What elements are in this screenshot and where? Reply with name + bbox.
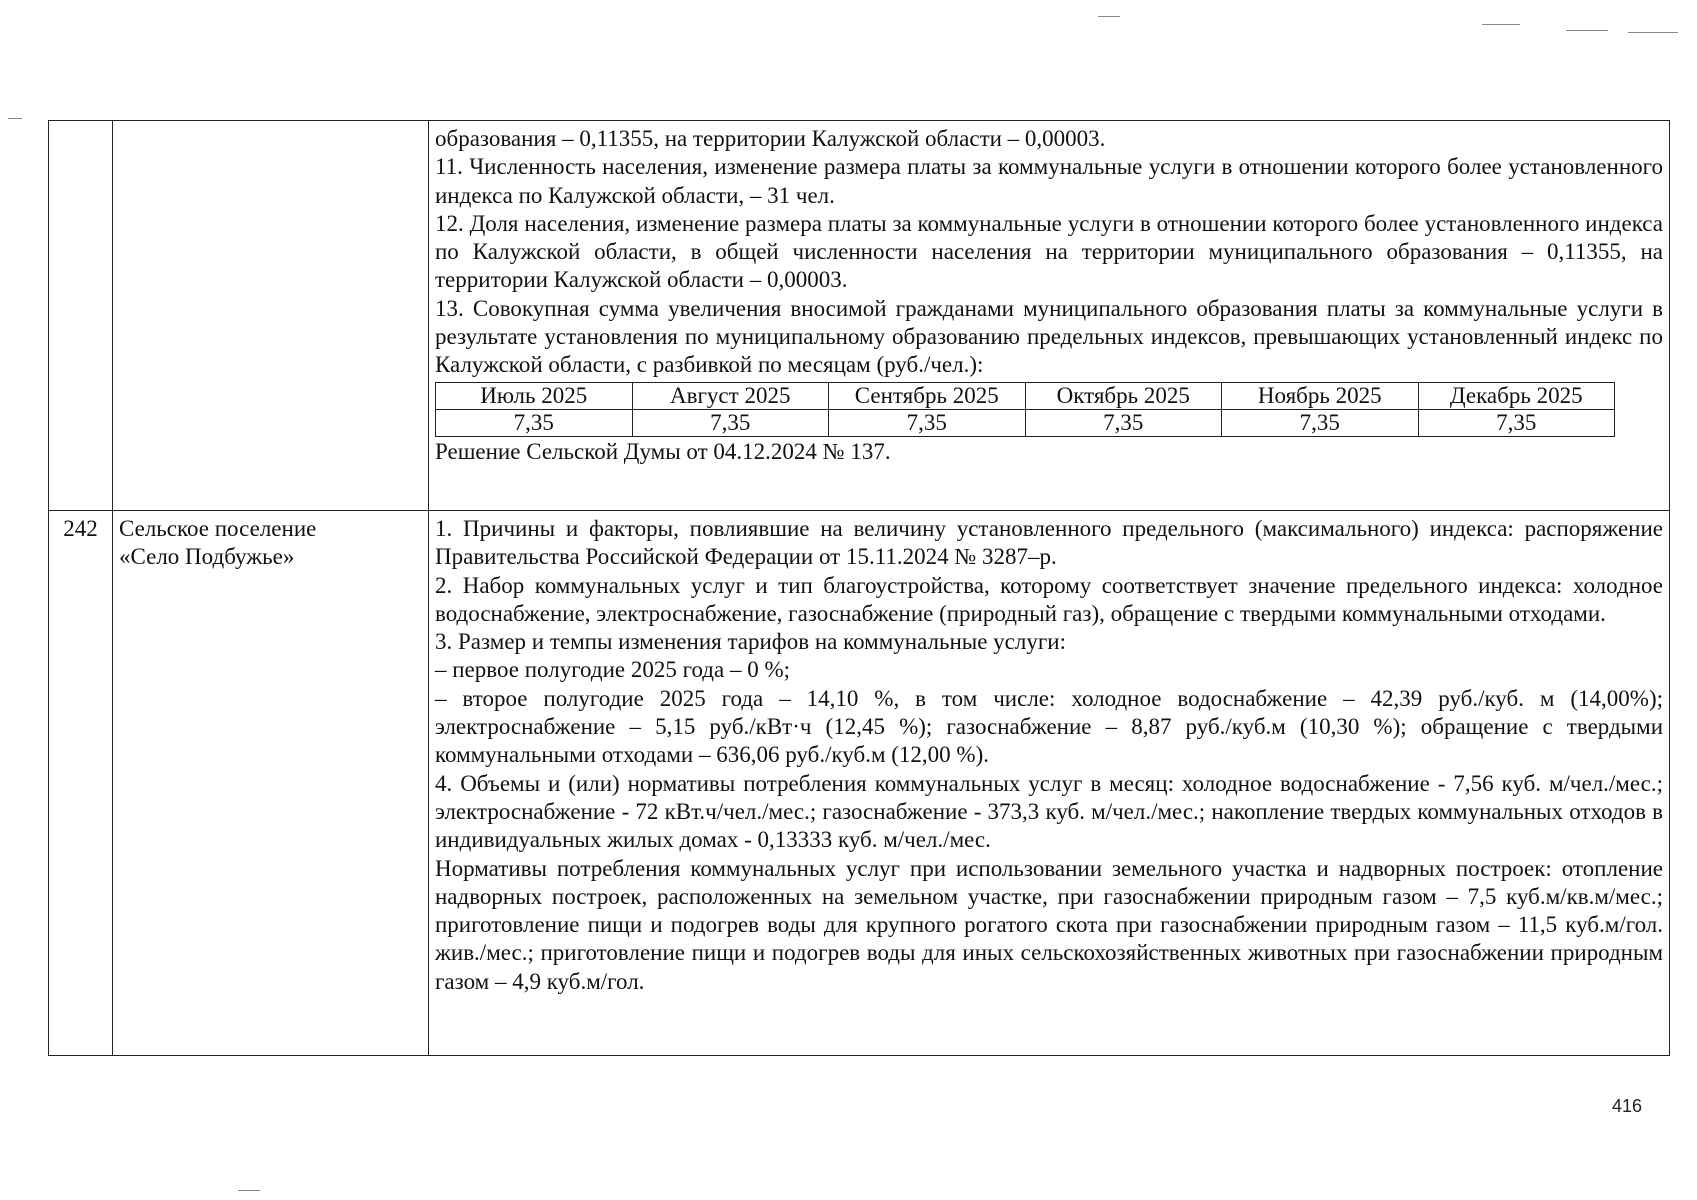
indicators-cell	[429, 121, 1670, 511]
paragraph: 3. Размер и темпы изменения тарифов на коммунальные услуги:	[435, 629, 1066, 655]
table-row	[49, 121, 1670, 511]
month-header-row	[436, 382, 1615, 409]
municipality-type: Сельское поселение	[119, 516, 317, 541]
table-row	[49, 511, 1670, 1056]
month-value: 7,35	[829, 409, 1026, 436]
row-number-cell	[49, 121, 113, 511]
month-header: Июль 2025	[436, 382, 633, 409]
scan-mark	[8, 118, 22, 119]
paragraph: 4. Объемы и (или) нормативы потребления коммунальных услуг в месяц: холодное водоснабжение - 7,56 куб. м/чел./мес.; электроснабжение - 72 кВт.ч/чел./мес.; газоснабжение - 373,3 куб. м/чел./мес.; накопление твердых коммунальных отходов в индивидуальных жилых домах - 0,13333 куб. м/чел./мес.	[435, 770, 1663, 853]
scan-mark	[238, 1190, 260, 1191]
month-value: 7,35	[1222, 409, 1419, 436]
month-header: Ноябрь 2025	[1222, 382, 1419, 409]
month-value: 7,35	[632, 409, 829, 436]
monthly-increase-table	[435, 382, 1615, 437]
month-header: Октябрь 2025	[1025, 382, 1222, 409]
month-header: Сентябрь 2025	[829, 382, 1026, 409]
municipality-name: «Село Подбужье»	[119, 544, 295, 570]
row-number-cell: 242	[49, 511, 113, 1056]
decision-reference: Решение Сельской Думы от 04.12.2024 № 137.	[435, 438, 891, 464]
month-value-row	[436, 409, 1615, 436]
paragraph: 12. Доля населения, изменение размера платы за коммунальные услуги в отношении которого более установленного индекса по Калужской области, в общей численности населения на территории муниципального образования – 0,11355, на территории Калужской области – 0,00003.	[435, 210, 1663, 293]
month-header: Август 2025	[632, 382, 829, 409]
month-header: Декабрь 2025	[1418, 382, 1615, 409]
scan-mark	[1628, 32, 1678, 33]
paragraph: 1. Причины и факторы, повлиявшие на величину установленного предельного (максимального) индекса: распоряжение Правительства Российской Федерации от 15.11.2024 № 3287–р.	[435, 516, 1663, 570]
paragraph: 13. Совокупная сумма увеличения вносимой гражданами муниципального образования платы за коммунальные услуги в результате установления по муниципальному образованию предельных индексов, превышающих установленный индекс по Калужской области, с разбивкой по месяцам (руб./чел.):	[435, 295, 1663, 378]
paragraph: образования – 0,11355, на территории Калужской области – 0,00003.	[435, 126, 1106, 151]
municipality-name-cell	[113, 121, 429, 511]
month-value: 7,35	[1025, 409, 1222, 436]
month-value: 7,35	[1418, 409, 1615, 436]
municipality-name-cell	[113, 511, 429, 1056]
paragraph: Нормативы потребления коммунальных услуг при использовании земельного участка и надворных построек: отопление надворных построек, расположенных на земельном участке, при газоснабжении природным газом – 7,5 куб.м/кв.м/мес.; приготовление пищи и подогрев воды для крупного рогатого скота при газоснабжении природным газом – 11,5 куб.м/гол. жив./мес.; приготовление пищи и подогрев воды для иных сельскохозяйственных животных при газоснабжении природным газом – 4,9 куб.м/гол.	[435, 855, 1663, 994]
page-number: 416	[1612, 1096, 1643, 1116]
indicators-cell	[429, 511, 1670, 1056]
scan-mark	[1482, 24, 1520, 25]
paragraph: 11. Численность населения, изменение размера платы за коммунальные услуги в отношении которого более установленного индекса по Калужской области, – 31 чел.	[435, 154, 1663, 208]
paragraph: 2. Набор коммунальных услуг и тип благоустройства, которому соответствует значение предельного индекса: холодное водоснабжение, электроснабжение, газоснабжение (природный газ), обращение с твердыми коммунальными отходами.	[435, 572, 1663, 626]
scan-mark	[1566, 30, 1608, 31]
month-value: 7,35	[436, 409, 633, 436]
paragraph: – первое полугодие 2025 года – 0 %;	[435, 657, 791, 683]
scan-mark	[1098, 16, 1120, 17]
paragraph: – второе полугодие 2025 года – 14,10 %, в том числе: холодное водоснабжение – 42,39 руб./куб. м (14,00%); электроснабжение – 5,15 руб./кВт·ч (12,45 %); газоснабжение – 8,87 руб./куб.м (10,30 %); обращение с твердыми коммунальными отходами – 636,06 руб./куб.м (12,00 %).	[435, 685, 1663, 768]
registry-table	[48, 120, 1670, 1056]
